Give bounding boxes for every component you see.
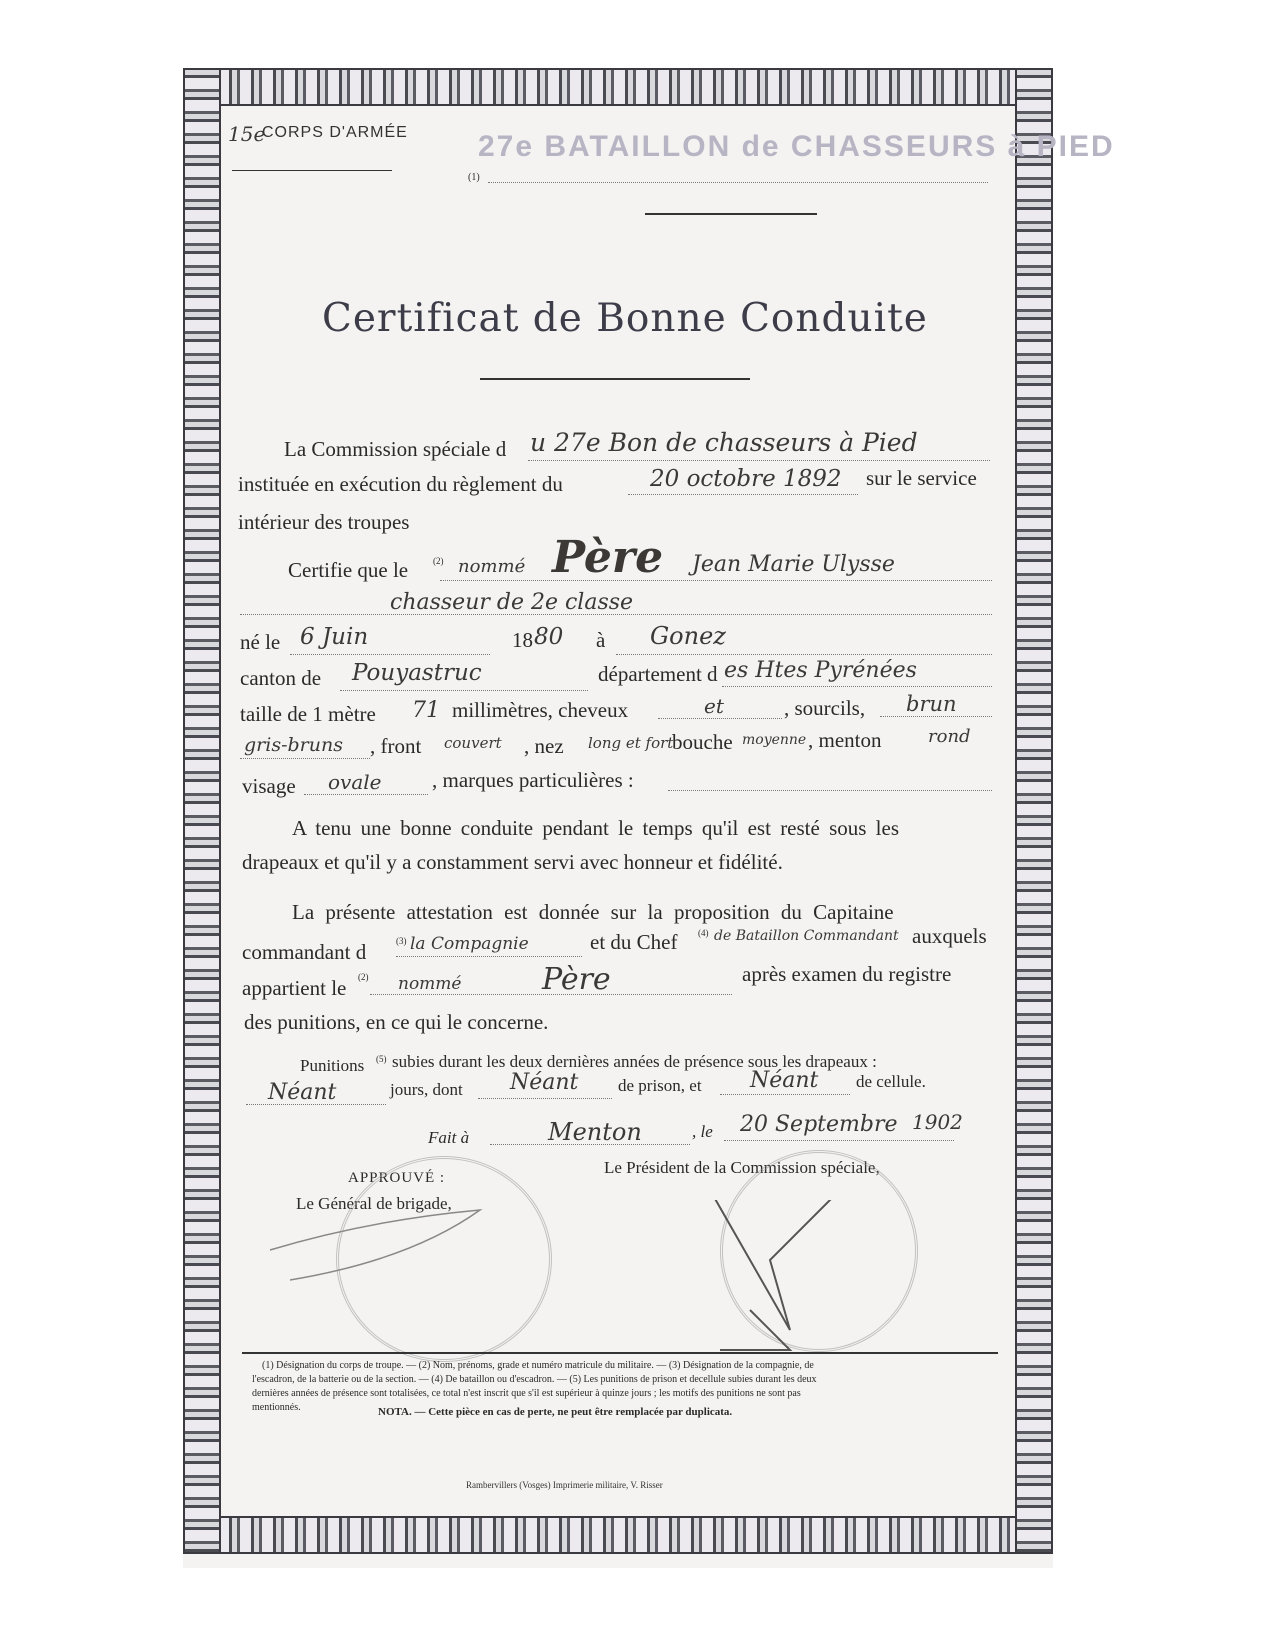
punitions-prison-hand: Néant [510, 1070, 579, 1095]
fait-place-hand: Menton [548, 1118, 642, 1146]
punitions-cellule-line [720, 1094, 850, 1095]
fait-a-label: Fait à [428, 1128, 470, 1147]
birth-a-label: à [596, 628, 606, 652]
attestation-commandant-label: commandant d [242, 940, 367, 964]
canton-hand: Pouyastruc [352, 660, 482, 686]
reglement-line [628, 494, 858, 495]
sourcils-hand: brun [906, 692, 957, 716]
service-label: sur le service [866, 466, 977, 490]
departement-hand: es Htes Pyrénées [724, 658, 917, 683]
attestation-line-1: La présente attestation est donnée sur la proposition du Capitaine [292, 900, 894, 924]
punitions-jours-line [246, 1104, 386, 1105]
footnote-line-4: mentionnés. [252, 1402, 301, 1413]
nota-line: NOTA. — Cette pièce en cas de perte, ne peut être remplacée par duplicata. [378, 1406, 733, 1418]
appartient-name-hand: Père [542, 962, 611, 997]
commission-line [528, 460, 990, 461]
unit-stamp: 27e BATAILLON de CHASSEURS à PIED [478, 130, 1115, 163]
ornamental-border-right [1015, 68, 1053, 1554]
approuve-label: APPROUVÉ : [348, 1170, 446, 1186]
troupes-label: intérieur des troupes [238, 510, 410, 534]
fait-le-label: , le [692, 1122, 713, 1141]
birth-year-print: 18 [512, 628, 533, 652]
jours-dont-label: jours, dont [390, 1080, 463, 1099]
punitions-jours-hand: Néant [268, 1080, 337, 1105]
header-ornament-rule [645, 213, 817, 215]
visage-label: visage [242, 774, 296, 798]
fait-date-hand: 20 Septembre [740, 1112, 898, 1137]
certifie-ref: (2) [433, 556, 444, 566]
surname-hand: Père [552, 532, 664, 583]
concerne-label: des punitions, en ce qui le concerne. [244, 1010, 549, 1034]
general-label: Le Général de brigade, [296, 1194, 452, 1213]
visage-hand: ovale [328, 770, 382, 794]
departement-label: département d [598, 662, 718, 686]
footnote-line-1: (1) Désignation du corps de troupe. — (2) Nom, prénoms, grade et numéro matricule du militaire. — (3) Désignation de la compagnie, de [262, 1360, 814, 1371]
reglement-date-hand: 20 octobre 1892 [650, 466, 842, 492]
yeux-line [240, 758, 370, 759]
prison-label: de prison, et [618, 1076, 702, 1095]
canton-line [340, 690, 588, 691]
rank-hand: chasseur de 2e classe [390, 590, 634, 615]
punitions-cellule-hand: Néant [750, 1068, 819, 1093]
birth-date-line [290, 654, 490, 655]
visage-line [304, 794, 428, 795]
ref-5: (5) [376, 1054, 387, 1064]
millimetres-label: millimètres, cheveux [452, 698, 629, 722]
conduct-line-1: A tenu une bonne conduite pendant le temps qu'il est resté sous les [292, 816, 900, 840]
president-label: Le Président de la Commission spéciale, [604, 1158, 880, 1177]
ornamental-border-bottom [183, 1516, 1053, 1554]
cellule-label: de cellule. [856, 1072, 926, 1091]
certifie-label: Certifie que le [288, 558, 409, 582]
registre-label: après examen du registre [742, 962, 952, 986]
certifie-line [440, 580, 992, 581]
ne-le-label: né le [240, 630, 281, 654]
taille-hand: 71 [412, 698, 440, 723]
footnote-rule [242, 1352, 998, 1354]
president-signature-flourish [720, 1310, 790, 1350]
ref-2: (2) [358, 972, 369, 982]
punitions-prison-line [478, 1098, 612, 1099]
printer-imprint: Rambervillers (Vosges) Imprimerie militaire, V. Risser [466, 1480, 663, 1490]
nez-label: , nez [524, 734, 564, 758]
bouche-hand: moyenne [742, 732, 807, 748]
departement-line [722, 686, 992, 687]
canton-label: canton de [240, 666, 322, 690]
unit-line [488, 182, 988, 183]
corps-label: CORPS D'ARMÉE [262, 124, 408, 141]
ref-3: (3) [396, 936, 407, 946]
birth-place-line [616, 654, 992, 655]
bouche-label: bouche [672, 730, 733, 754]
marques-label: , marques particulières : [432, 768, 634, 792]
corps-rule [232, 170, 392, 171]
conduct-line-2: drapeaux et qu'il y a constamment servi avec honneur et fidélité. [242, 850, 783, 874]
yeux-hand: gris-bruns [244, 734, 343, 756]
chef-label: et du Chef [590, 930, 678, 954]
certificate-title: Certificat de Bonne Conduite [322, 296, 928, 341]
signatures-svg [250, 1200, 970, 1370]
title-ornament-rule [480, 378, 750, 380]
cheveux-hand: et [704, 694, 724, 718]
fait-year-hand: 1902 [912, 1110, 963, 1134]
appartient-line [370, 994, 732, 995]
fait-date-line [724, 1140, 954, 1141]
compagnie-line [396, 956, 582, 957]
punitions-label: Punitions [300, 1056, 365, 1075]
front-hand: couvert [444, 734, 502, 752]
ref-4: (4) [698, 928, 709, 938]
birth-place-hand: Gonez [650, 622, 726, 650]
rank-line [240, 614, 992, 615]
menton-hand: rond [928, 726, 971, 747]
nez-hand: long et fort [588, 734, 674, 752]
birth-year-hand: 80 [534, 624, 564, 650]
given-names-hand: Jean Marie Ulysse [692, 552, 895, 577]
commission-label: La Commission spéciale d [284, 437, 507, 461]
sourcils-line [880, 716, 992, 717]
marques-line [668, 790, 992, 791]
ornamental-border-top [183, 68, 1053, 106]
footnote-line-3: dernières années de présence sont totalisées, ce total n'est inscrit que s'il est supérieur à quinze jours ; les motifs des punitions ne sont pas [252, 1388, 801, 1399]
certifie-nomme-hand: nommé [458, 556, 526, 577]
cheveux-line [658, 718, 782, 719]
appartient-nomme-hand: nommé [398, 974, 462, 994]
appartient-label: appartient le [242, 976, 347, 1000]
compagnie-hand: la Compagnie [410, 934, 529, 954]
footnote-line-2: l'escadron, de la batterie ou de la section. — (4) De bataillon ou d'escadron. — (5) Les punitions de prison et decellule subies durant les deux [252, 1374, 817, 1385]
chef-hand: de Bataillon Commandant [714, 928, 899, 944]
taille-label: taille de 1 mètre [240, 702, 376, 726]
president-signature [710, 1200, 850, 1330]
menton-label: , menton [808, 728, 882, 752]
birth-date-hand: 6 Juin [300, 624, 369, 650]
unit-note-ref: (1) [468, 172, 480, 183]
auxquels-label: auxquels [912, 924, 987, 948]
fait-place-line [490, 1144, 690, 1145]
general-signature [270, 1210, 480, 1280]
reglement-label: instituée en exécution du règlement du [238, 472, 563, 496]
corps-number: 15e [228, 122, 266, 146]
punitions-header-rest: subies durant les deux dernières années de présence sous les drapeaux : [392, 1052, 877, 1071]
ornamental-border-left [183, 68, 221, 1554]
sourcils-label: , sourcils, [784, 696, 866, 720]
commission-unit-hand: u 27e Bon de chasseurs à Pied [530, 428, 918, 457]
front-label: , front [370, 734, 422, 758]
